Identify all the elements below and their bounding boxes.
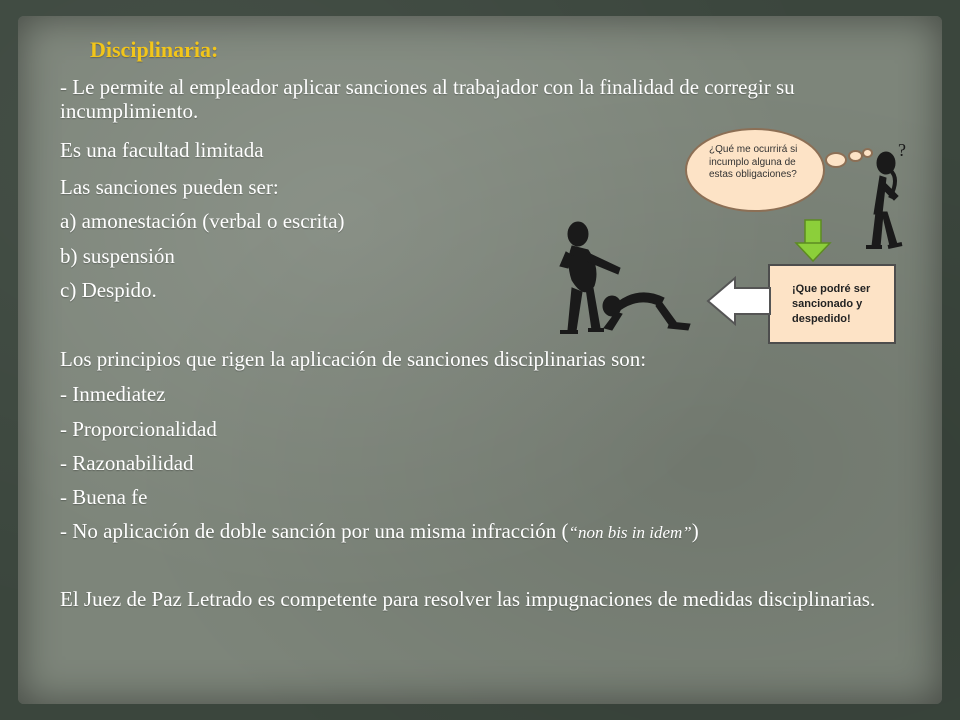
intro-paragraph: - Le permite al empleador aplicar sanciones al trabajador con la finalidad de corregir su incumplimiento. — [60, 75, 795, 123]
question-mark: ? — [898, 140, 906, 160]
thought-bubble-text: ¿Qué me ocurrirá si incumplo alguna de estas obligaciones? — [709, 144, 798, 180]
principle-item: - Proporcionalidad — [60, 417, 217, 441]
closing-paragraph: El Juez de Paz Letrado es competente para resolver las impugnaciones de medidas disciplinarias. — [60, 587, 876, 611]
principle-item: - Razonabilidad — [60, 451, 194, 475]
principles-heading: Los principios que rigen la aplicación de sanciones disciplinarias son: — [60, 347, 647, 371]
left-arrow-icon — [708, 278, 770, 324]
sanctions-heading: Las sanciones pueden ser: — [60, 175, 279, 199]
slide-title: Disciplinaria: — [90, 37, 219, 62]
green-down-arrow-icon — [796, 220, 830, 261]
principle-text: - No aplicación de doble sanción por una misma infracción ( — [60, 519, 569, 543]
principle-item: - Inmediatez — [60, 382, 166, 406]
latin-phrase: “non bis in idem” — [568, 523, 692, 542]
sanction-item: b) suspensión — [60, 244, 175, 268]
callout-text: ¡Que podré ser sancionado y despedido! — [792, 283, 871, 325]
sanction-item: a) amonestación (verbal o escrita) — [60, 209, 345, 233]
principle-item: - Buena fe — [60, 485, 148, 509]
closing-parenthesis: ) — [691, 519, 699, 543]
kneeling-figure-icon — [603, 293, 690, 330]
sanction-item: c) Despido. — [60, 278, 157, 302]
limited-text: Es una facultad limitada — [60, 138, 264, 162]
thinking-figure-icon — [866, 152, 902, 247]
